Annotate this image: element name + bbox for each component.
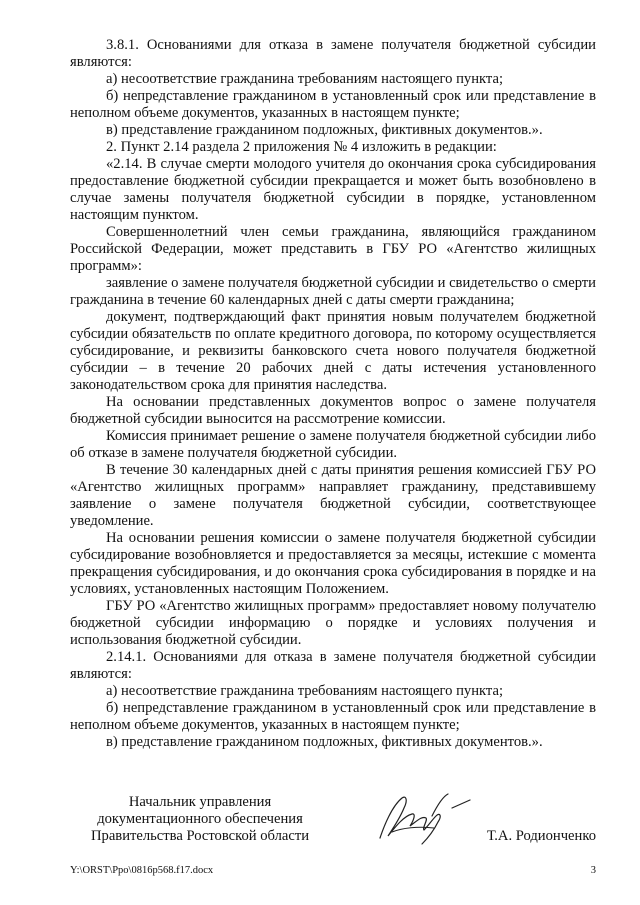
paragraph: На основании представленных документов вопрос о замене получателя бюджетной субсидии выносится на рассмотрение комиссии. xyxy=(70,394,596,427)
file-path: Y:\ORST\Ppo\0816p568.f17.docx xyxy=(70,865,214,876)
paragraph: 3.8.1. Основаниями для отказа в замене получателя бюджетной субсидии являются: xyxy=(70,37,596,70)
paragraph: В течение 30 календарных дней с даты принятия решения комиссией ГБУ РО «Агентство жилищных программ» направляет гражданину, представившему заявление о замене получателя бюджетной субсидии, соответствующее уведомление. xyxy=(70,462,596,529)
paragraph: а) несоответствие гражданина требованиям настоящего пункта; xyxy=(106,683,504,699)
document-body xyxy=(70,37,596,751)
signatory-name: Т.А. Родионченко xyxy=(486,828,596,844)
paragraph: б) непредставление гражданином в установленный срок или представление в неполном объеме документов, указанных в настоящем пункте; xyxy=(70,700,596,733)
paragraph: «2.14. В случае смерти молодого учителя до окончания срока субсидирования предоставление бюджетной субсидии прекращается и может быть возобновлено в случае замены получателя бюджетной субсидии в порядке, установленном настоящим пунктом. xyxy=(70,156,596,223)
signature-block xyxy=(70,794,596,854)
paragraph: На основании решения комиссии о замене получателя бюджетной субсидии субсидирование возобновляется и предоставляется за месяцы, истекшие с момента прекращения субсидирования, и до окончания срока субсидирования в порядке и на условиях, установленных настоящим Положением. xyxy=(70,530,596,597)
position-line: Правительства Ростовской области xyxy=(90,828,310,844)
paragraph: документ, подтверждающий факт принятия новым получателем бюджетной субсидии обязательств по оплате кредитного договора, по которому осуществляется субсидирование, и реквизиты банковского счета нового получателя бюджетной субсидии – в течение 20 рабочих дней с даты истечения установленного законодательством срока для принятия наследства. xyxy=(70,309,596,393)
page-number: 3 xyxy=(590,865,596,876)
paragraph: ГБУ РО «Агентство жилищных программ» предоставляет новому получателю бюджетной субсидии информацию о порядке и условиях получения и использования бюджетной субсидии. xyxy=(70,598,596,648)
paragraph: Совершеннолетний член семьи гражданина, являющийся гражданином Российской Федерации, может представить в ГБУ РО «Агентство жилищных программ»: xyxy=(70,224,596,274)
paragraph: 2. Пункт 2.14 раздела 2 приложения № 4 изложить в редакции: xyxy=(106,139,497,155)
paragraph: б) непредставление гражданином в установленный срок или представление в неполном объеме документов, указанных в настоящем пункте; xyxy=(70,88,596,121)
position-line: Начальник управления xyxy=(128,794,272,810)
paragraph: в) представление гражданином подложных, фиктивных документов.». xyxy=(106,122,543,138)
paragraph: а) несоответствие гражданина требованиям настоящего пункта; xyxy=(106,71,504,87)
position-line: документационного обеспечения xyxy=(97,811,303,827)
signatory-position xyxy=(70,794,330,845)
handwritten-signature xyxy=(362,786,482,856)
paragraph: в) представление гражданином подложных, фиктивных документов.». xyxy=(106,734,543,750)
paragraph: Комиссия принимает решение о замене получателя бюджетной субсидии либо об отказе в замене получателя бюджетной субсидии. xyxy=(70,428,596,461)
paragraph: заявление о замене получателя бюджетной субсидии и свидетельство о смерти гражданина в течение 60 календарных дней с даты смерти гражданина; xyxy=(70,275,596,308)
paragraph: 2.14.1. Основаниями для отказа в замене получателя бюджетной субсидии являются: xyxy=(70,649,596,682)
page-footer xyxy=(70,864,596,878)
